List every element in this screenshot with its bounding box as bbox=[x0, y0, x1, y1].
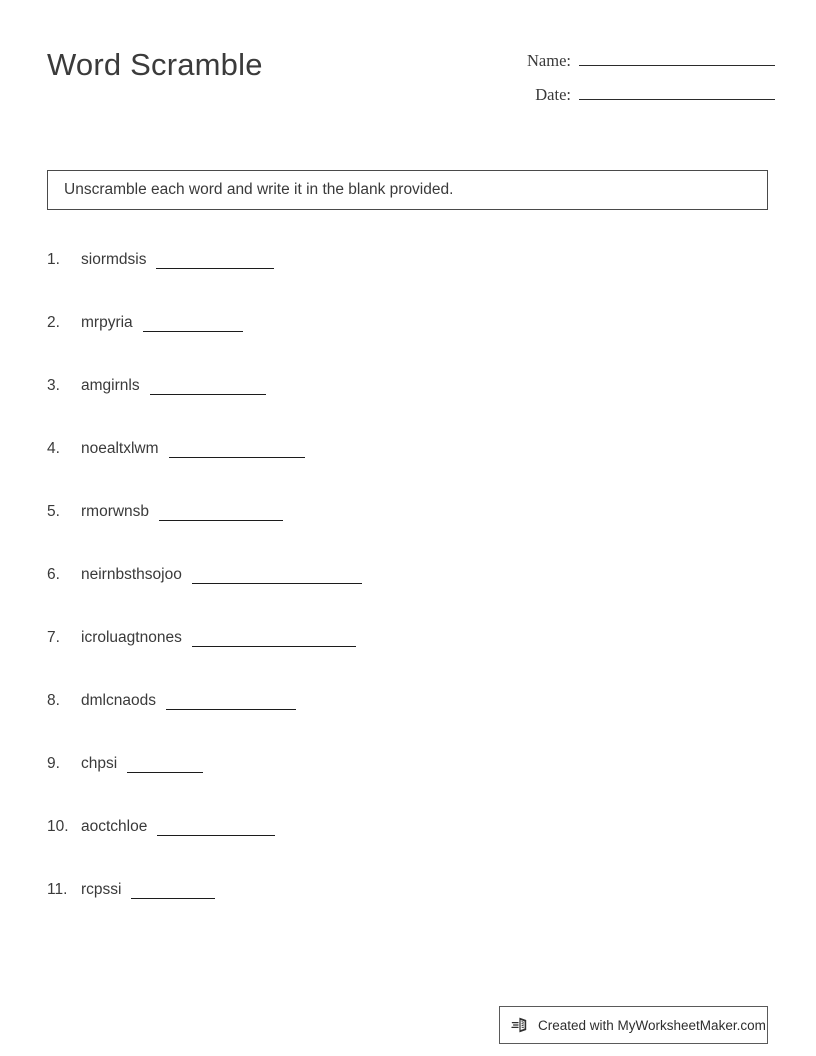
footer-attribution-badge[interactable] bbox=[499, 1006, 768, 1044]
answer-blank[interactable] bbox=[127, 756, 203, 773]
word-scramble-item bbox=[47, 502, 768, 565]
scrambled-word: chpsi bbox=[81, 755, 118, 772]
word-scramble-item bbox=[47, 439, 768, 502]
word-scramble-item bbox=[47, 376, 768, 439]
answer-blank[interactable] bbox=[150, 378, 266, 395]
word-scramble-item bbox=[47, 691, 768, 754]
word-scramble-item bbox=[47, 628, 768, 691]
scrambled-word: neirnbsthsojoo bbox=[81, 566, 182, 583]
answer-blank[interactable] bbox=[192, 567, 362, 584]
scrambled-word: mrpyria bbox=[81, 314, 133, 331]
name-input-line[interactable] bbox=[579, 48, 775, 66]
item-number: 7. bbox=[47, 629, 60, 646]
item-number: 4. bbox=[47, 440, 60, 457]
word-scramble-item bbox=[47, 754, 768, 817]
item-number: 8. bbox=[47, 692, 60, 709]
scrambled-word: rcpssi bbox=[81, 881, 122, 898]
date-row bbox=[505, 82, 775, 116]
scrambled-word: noealtxlwm bbox=[81, 440, 159, 457]
item-number: 1. bbox=[47, 251, 60, 268]
answer-blank[interactable] bbox=[131, 882, 215, 899]
answer-blank[interactable] bbox=[159, 504, 283, 521]
instruction-box bbox=[47, 170, 768, 210]
word-scramble-list bbox=[47, 250, 768, 943]
scrambled-word: siormdsis bbox=[81, 251, 147, 268]
name-date-block bbox=[505, 48, 775, 116]
answer-blank[interactable] bbox=[143, 315, 243, 332]
answer-blank[interactable] bbox=[166, 693, 296, 710]
name-row bbox=[505, 48, 775, 82]
item-number: 5. bbox=[47, 503, 60, 520]
scrambled-word: rmorwnsb bbox=[81, 503, 150, 520]
date-input-line[interactable] bbox=[579, 82, 775, 100]
item-number: 10. bbox=[47, 818, 69, 835]
scrambled-word: amgirnls bbox=[81, 377, 140, 394]
word-scramble-item bbox=[47, 565, 768, 628]
answer-blank[interactable] bbox=[157, 819, 275, 836]
item-number: 2. bbox=[47, 314, 60, 331]
item-number: 9. bbox=[47, 755, 60, 772]
answer-blank[interactable] bbox=[169, 441, 305, 458]
scrambled-word: icroluagtnones bbox=[81, 629, 182, 646]
worksheet-header bbox=[0, 0, 816, 140]
word-scramble-item bbox=[47, 313, 768, 376]
word-scramble-item bbox=[47, 880, 768, 943]
name-label: Name: bbox=[527, 51, 571, 70]
item-number: 3. bbox=[47, 377, 60, 394]
page-title: Word Scramble bbox=[47, 47, 263, 82]
scrambled-word: dmlcnaods bbox=[81, 692, 156, 709]
date-label: Date: bbox=[535, 85, 571, 104]
footer-attribution-text: Created with MyWorksheetMaker.com bbox=[538, 1017, 766, 1033]
word-scramble-item bbox=[47, 817, 768, 880]
word-scramble-item bbox=[47, 250, 768, 313]
instruction-text: Unscramble each word and write it in the blank provided. bbox=[64, 181, 454, 198]
answer-blank[interactable] bbox=[192, 630, 356, 647]
answer-blank[interactable] bbox=[156, 252, 274, 269]
scrambled-word: aoctchloe bbox=[81, 818, 148, 835]
worksheet-maker-logo-icon bbox=[511, 1015, 531, 1035]
item-number: 6. bbox=[47, 566, 60, 583]
item-number: 11. bbox=[47, 881, 68, 898]
